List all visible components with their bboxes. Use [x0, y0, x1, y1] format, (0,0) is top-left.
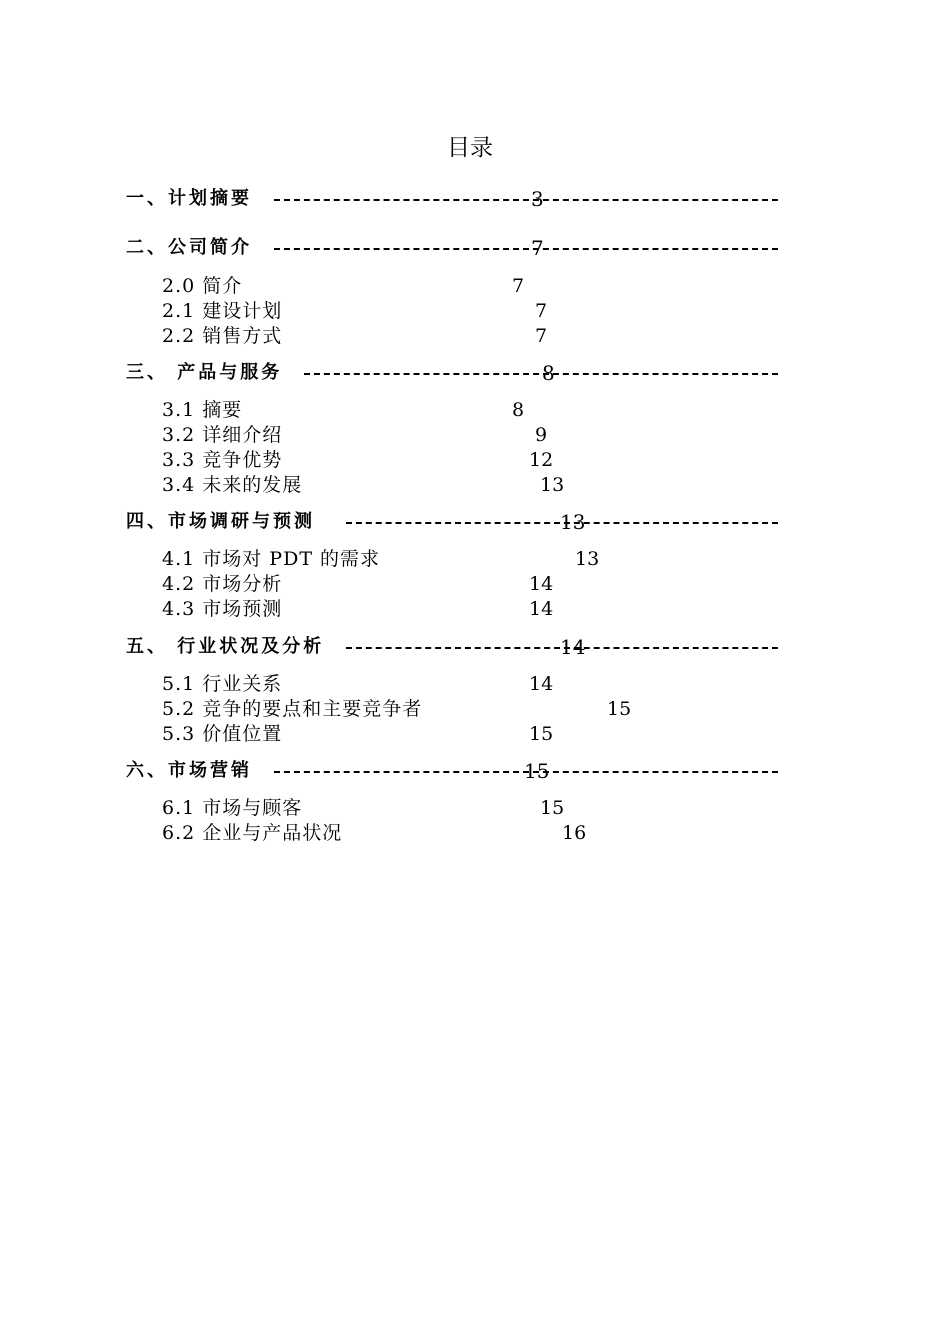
toc-subsection-page: 15 [529, 723, 554, 745]
toc-section-page: 15 [524, 759, 550, 783]
toc-subsection[interactable] [162, 821, 762, 846]
toc-subsection-label: 2.1 建设计划 [162, 300, 283, 322]
toc-subsection[interactable] [162, 473, 762, 498]
toc-subsection-label: 2.2 销售方式 [162, 325, 283, 347]
toc-subsection[interactable] [162, 547, 762, 572]
toc-section-title: 五、 行业状况及分析 [126, 636, 325, 657]
toc-subsection-page: 14 [529, 598, 554, 620]
toc-section-title: 二、公司简介 [126, 237, 252, 258]
toc-section-title: 一、计划摘要 [126, 188, 252, 209]
toc-subsection-page: 14 [529, 573, 554, 595]
toc-subsection-page: 14 [529, 673, 554, 695]
toc-subsection-page: 13 [575, 548, 600, 570]
toc-subsection-label: 4.1 市场对 PDT 的需求 [162, 548, 381, 570]
toc-subsection[interactable] [162, 274, 762, 299]
toc-section-page: 3 [531, 187, 544, 211]
toc-subsection-page: 7 [512, 275, 525, 297]
toc-leader [274, 248, 778, 250]
toc-subsection-page: 16 [562, 822, 587, 844]
toc-subsection[interactable] [162, 448, 762, 473]
toc-subsection-label: 5.3 价值位置 [162, 723, 283, 745]
toc-section-1[interactable] [126, 186, 778, 212]
toc-subsection-label: 6.1 市场与顾客 [162, 797, 303, 819]
toc-subsection[interactable] [162, 672, 762, 697]
toc-subsection-page: 15 [540, 797, 565, 819]
toc-subsection[interactable] [162, 572, 762, 597]
toc-section-title: 六、市场营销 [126, 760, 252, 781]
toc-subsection-label: 5.1 行业关系 [162, 673, 283, 695]
toc-subsection-page: 7 [535, 300, 548, 322]
toc-leader [304, 373, 778, 375]
toc-section-page: 14 [560, 635, 586, 659]
toc-subsection[interactable] [162, 423, 762, 448]
toc-section-2[interactable] [126, 235, 778, 261]
toc-subsection-label: 5.2 竞争的要点和主要竞争者 [162, 698, 423, 720]
toc-subsection-page: 13 [540, 474, 565, 496]
toc-subsection-page: 7 [535, 325, 548, 347]
toc-section-4[interactable] [126, 509, 778, 535]
toc-leader [274, 199, 778, 201]
toc-subsection-page: 9 [535, 424, 548, 446]
toc-subsection-page: 12 [529, 449, 554, 471]
toc-subsection-label: 4.3 市场预测 [162, 598, 283, 620]
toc-subsection[interactable] [162, 722, 762, 747]
toc-subsection[interactable] [162, 796, 762, 821]
toc-subsection[interactable] [162, 299, 762, 324]
toc-subsection-label: 3.3 竞争优势 [162, 449, 283, 471]
toc-subsection-label: 4.2 市场分析 [162, 573, 283, 595]
toc-section-page: 8 [542, 361, 555, 385]
toc-subsection[interactable] [162, 324, 762, 349]
toc-subsection-page: 8 [512, 399, 525, 421]
toc-section-5[interactable] [126, 634, 778, 660]
toc-subsection[interactable] [162, 398, 762, 423]
toc-section-title: 四、市场调研与预测 [126, 511, 315, 532]
toc-subsection[interactable] [162, 697, 762, 722]
toc-section-page: 13 [560, 510, 586, 534]
toc-subsection-label: 3.4 未来的发展 [162, 474, 303, 496]
toc-subsection-label: 3.2 详细介绍 [162, 424, 283, 446]
toc-subsection-page: 15 [607, 698, 632, 720]
toc-section-6[interactable] [126, 758, 778, 784]
page-title: 目录 [447, 135, 493, 161]
toc-subsection[interactable] [162, 597, 762, 622]
toc-subsection-label: 2.0 简介 [162, 275, 243, 297]
toc-subsection-label: 6.2 企业与产品状况 [162, 822, 343, 844]
toc-section-page: 7 [531, 236, 544, 260]
toc-section-title: 三、 产品与服务 [126, 362, 283, 383]
toc-subsection-label: 3.1 摘要 [162, 399, 243, 421]
toc-section-3[interactable] [126, 360, 778, 386]
